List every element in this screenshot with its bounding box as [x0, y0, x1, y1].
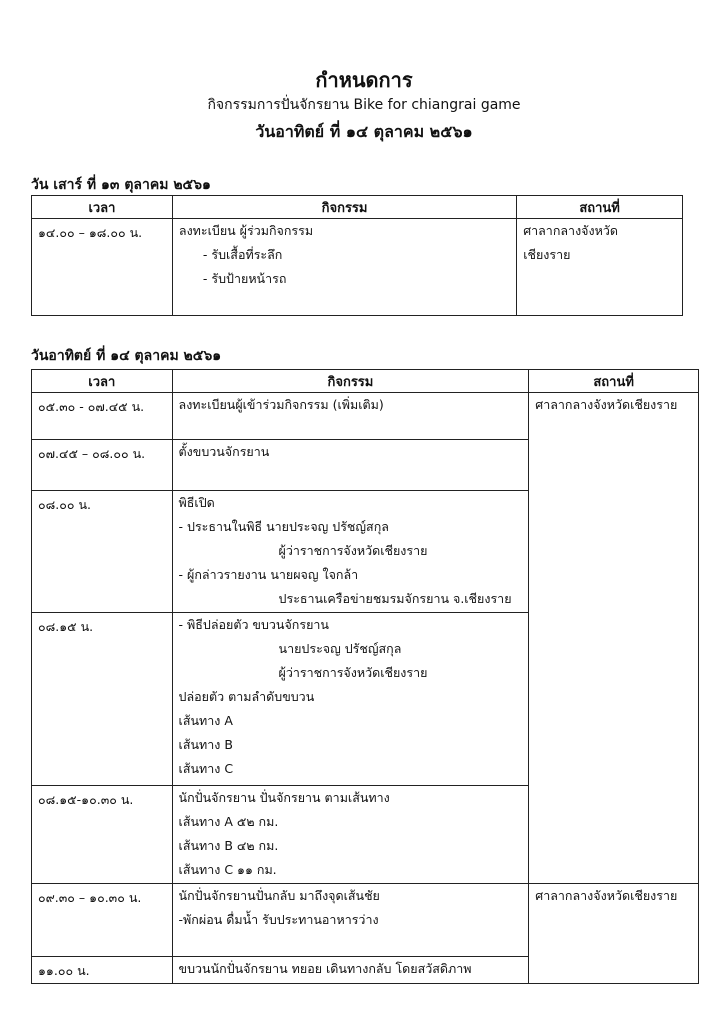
page-title: กำหนดการ: [315, 68, 413, 92]
time-text: ๑๑.๐๐ น.: [38, 963, 90, 978]
day2-schedule-table: [31, 369, 699, 984]
activity-line: เส้นทาง B ๔๒ กม.: [178, 838, 279, 853]
column-header-time: เวลา: [32, 196, 173, 219]
activity-line: เส้นทาง A ๕๒ กม.: [178, 814, 279, 829]
activity-line: ตั้งขบวนจักรยาน: [178, 444, 270, 459]
activity-cell: [172, 219, 516, 316]
time-cell: [32, 613, 173, 786]
activity-line: ขบวนนักปั่นจักรยาน ทยอย เดินทางกลับ โดยสวัสดิภาพ: [178, 961, 472, 976]
page-date: วันอาทิตย์ ที่ ๑๔ ตุลาคม ๒๕๖๑: [255, 122, 473, 141]
place-cell: [529, 393, 699, 786]
column-header-activity: กิจกรรม: [172, 370, 529, 393]
table-row: [32, 393, 699, 440]
place-line: ศาลากลางจังหวัดเชียงราย: [535, 888, 678, 903]
activity-line: ปล่อยตัว ตามลำดับขบวน: [178, 689, 315, 704]
place-cell: [529, 786, 699, 884]
activity-cell: [172, 613, 529, 786]
table-header-row: [32, 370, 699, 393]
activity-line: นายประจญ ปรัชญ์สกุล: [278, 641, 402, 656]
activity-line: เส้นทาง C: [178, 761, 234, 776]
activity-line: นักปั่นจักรยาน ปั่นจักรยาน ตามเส้นทาง: [178, 790, 390, 805]
activity-cell: [172, 491, 529, 613]
time-text: ๐๙.๓๐ – ๑๐.๓๐ น.: [38, 890, 142, 905]
activity-line: เส้นทาง C ๑๑ กม.: [178, 862, 277, 877]
activity-line: - รับเสื้อที่ระลึก: [202, 247, 283, 262]
table-row: [32, 884, 699, 957]
time-cell: [32, 393, 173, 440]
time-cell: [32, 491, 173, 613]
time-cell: [32, 786, 173, 884]
column-header-time: เวลา: [32, 370, 173, 393]
day2-heading: วันอาทิตย์ ที่ ๑๔ ตุลาคม ๒๕๖๑: [31, 348, 222, 364]
page-subtitle: กิจกรรมการปั่นจักรยาน Bike for chiangrai game: [207, 97, 521, 113]
activity-line: ลงทะเบียน ผู้ร่วมกิจกรรม: [178, 223, 314, 238]
time-text: ๐๕.๓๐ - ๐๗.๔๕ น.: [38, 399, 145, 414]
time-cell: [32, 440, 173, 491]
activity-cell: [172, 884, 529, 957]
activity-line: - รับป้ายหน้ารถ: [202, 271, 287, 286]
activity-cell: [172, 957, 529, 984]
place-line: เชียงราย: [523, 247, 571, 262]
activity-line: ผู้ว่าราชการจังหวัดเชียงราย: [278, 543, 428, 558]
activity-line: เส้นทาง B: [178, 737, 233, 752]
time-text: ๐๘.๑๕ น.: [38, 619, 94, 634]
activity-line: ประธานเครือข่ายชมรมจักรยาน จ.เชียงราย: [278, 591, 512, 606]
place-cell: [517, 219, 683, 316]
place-line: ศาลากลางจังหวัดเชียงราย: [535, 397, 678, 412]
activity-line: นักปั่นจักรยานปั่นกลับ มาถึงจุดเส้นชัย: [178, 888, 380, 903]
time-text: ๑๔.๐๐ – ๑๘.๐๐ น.: [38, 225, 143, 240]
column-header-place: สถานที่: [529, 370, 699, 393]
table-row: [32, 786, 699, 884]
activity-line: - ผู้กล่าวรายงาน นายผจญ ใจกล้า: [178, 567, 359, 582]
day1-schedule-table: [31, 195, 683, 316]
activity-cell: [172, 393, 529, 440]
activity-line: - ประธานในพิธี นายประจญ ปรัชญ์สกุล: [178, 519, 389, 534]
table-row: [32, 219, 683, 316]
day1-heading: วัน เสาร์ ที่ ๑๓ ตุลาคม ๒๕๖๑: [31, 177, 211, 193]
activity-line: เส้นทาง A: [178, 713, 233, 728]
activity-line: -พักผ่อน ดื่มน้ำ รับประทานอาหารว่าง: [178, 912, 379, 927]
column-header-activity: กิจกรรม: [172, 196, 516, 219]
time-cell: [32, 884, 173, 957]
activity-cell: [172, 440, 529, 491]
activity-line: - พิธีปล่อยตัว ขบวนจักรยาน: [178, 617, 329, 632]
time-cell: [32, 219, 173, 316]
activity-line: ผู้ว่าราชการจังหวัดเชียงราย: [278, 665, 428, 680]
time-text: ๐๗.๔๕ – ๐๘.๐๐ น.: [38, 446, 146, 461]
place-line: ศาลากลางจังหวัด: [523, 223, 618, 238]
activity-line: ลงทะเบียนผู้เข้าร่วมกิจกรรม (เพิ่มเติม): [178, 397, 384, 412]
table-header-row: [32, 196, 683, 219]
time-text: ๐๘.๑๕-๑๐.๓๐ น.: [38, 792, 134, 807]
activity-cell: [172, 786, 529, 884]
time-cell: [32, 957, 173, 984]
activity-line: พิธีเปิด: [178, 495, 215, 510]
column-header-place: สถานที่: [517, 196, 683, 219]
place-cell: [529, 884, 699, 984]
time-text: ๐๘.๐๐ น.: [38, 497, 91, 512]
